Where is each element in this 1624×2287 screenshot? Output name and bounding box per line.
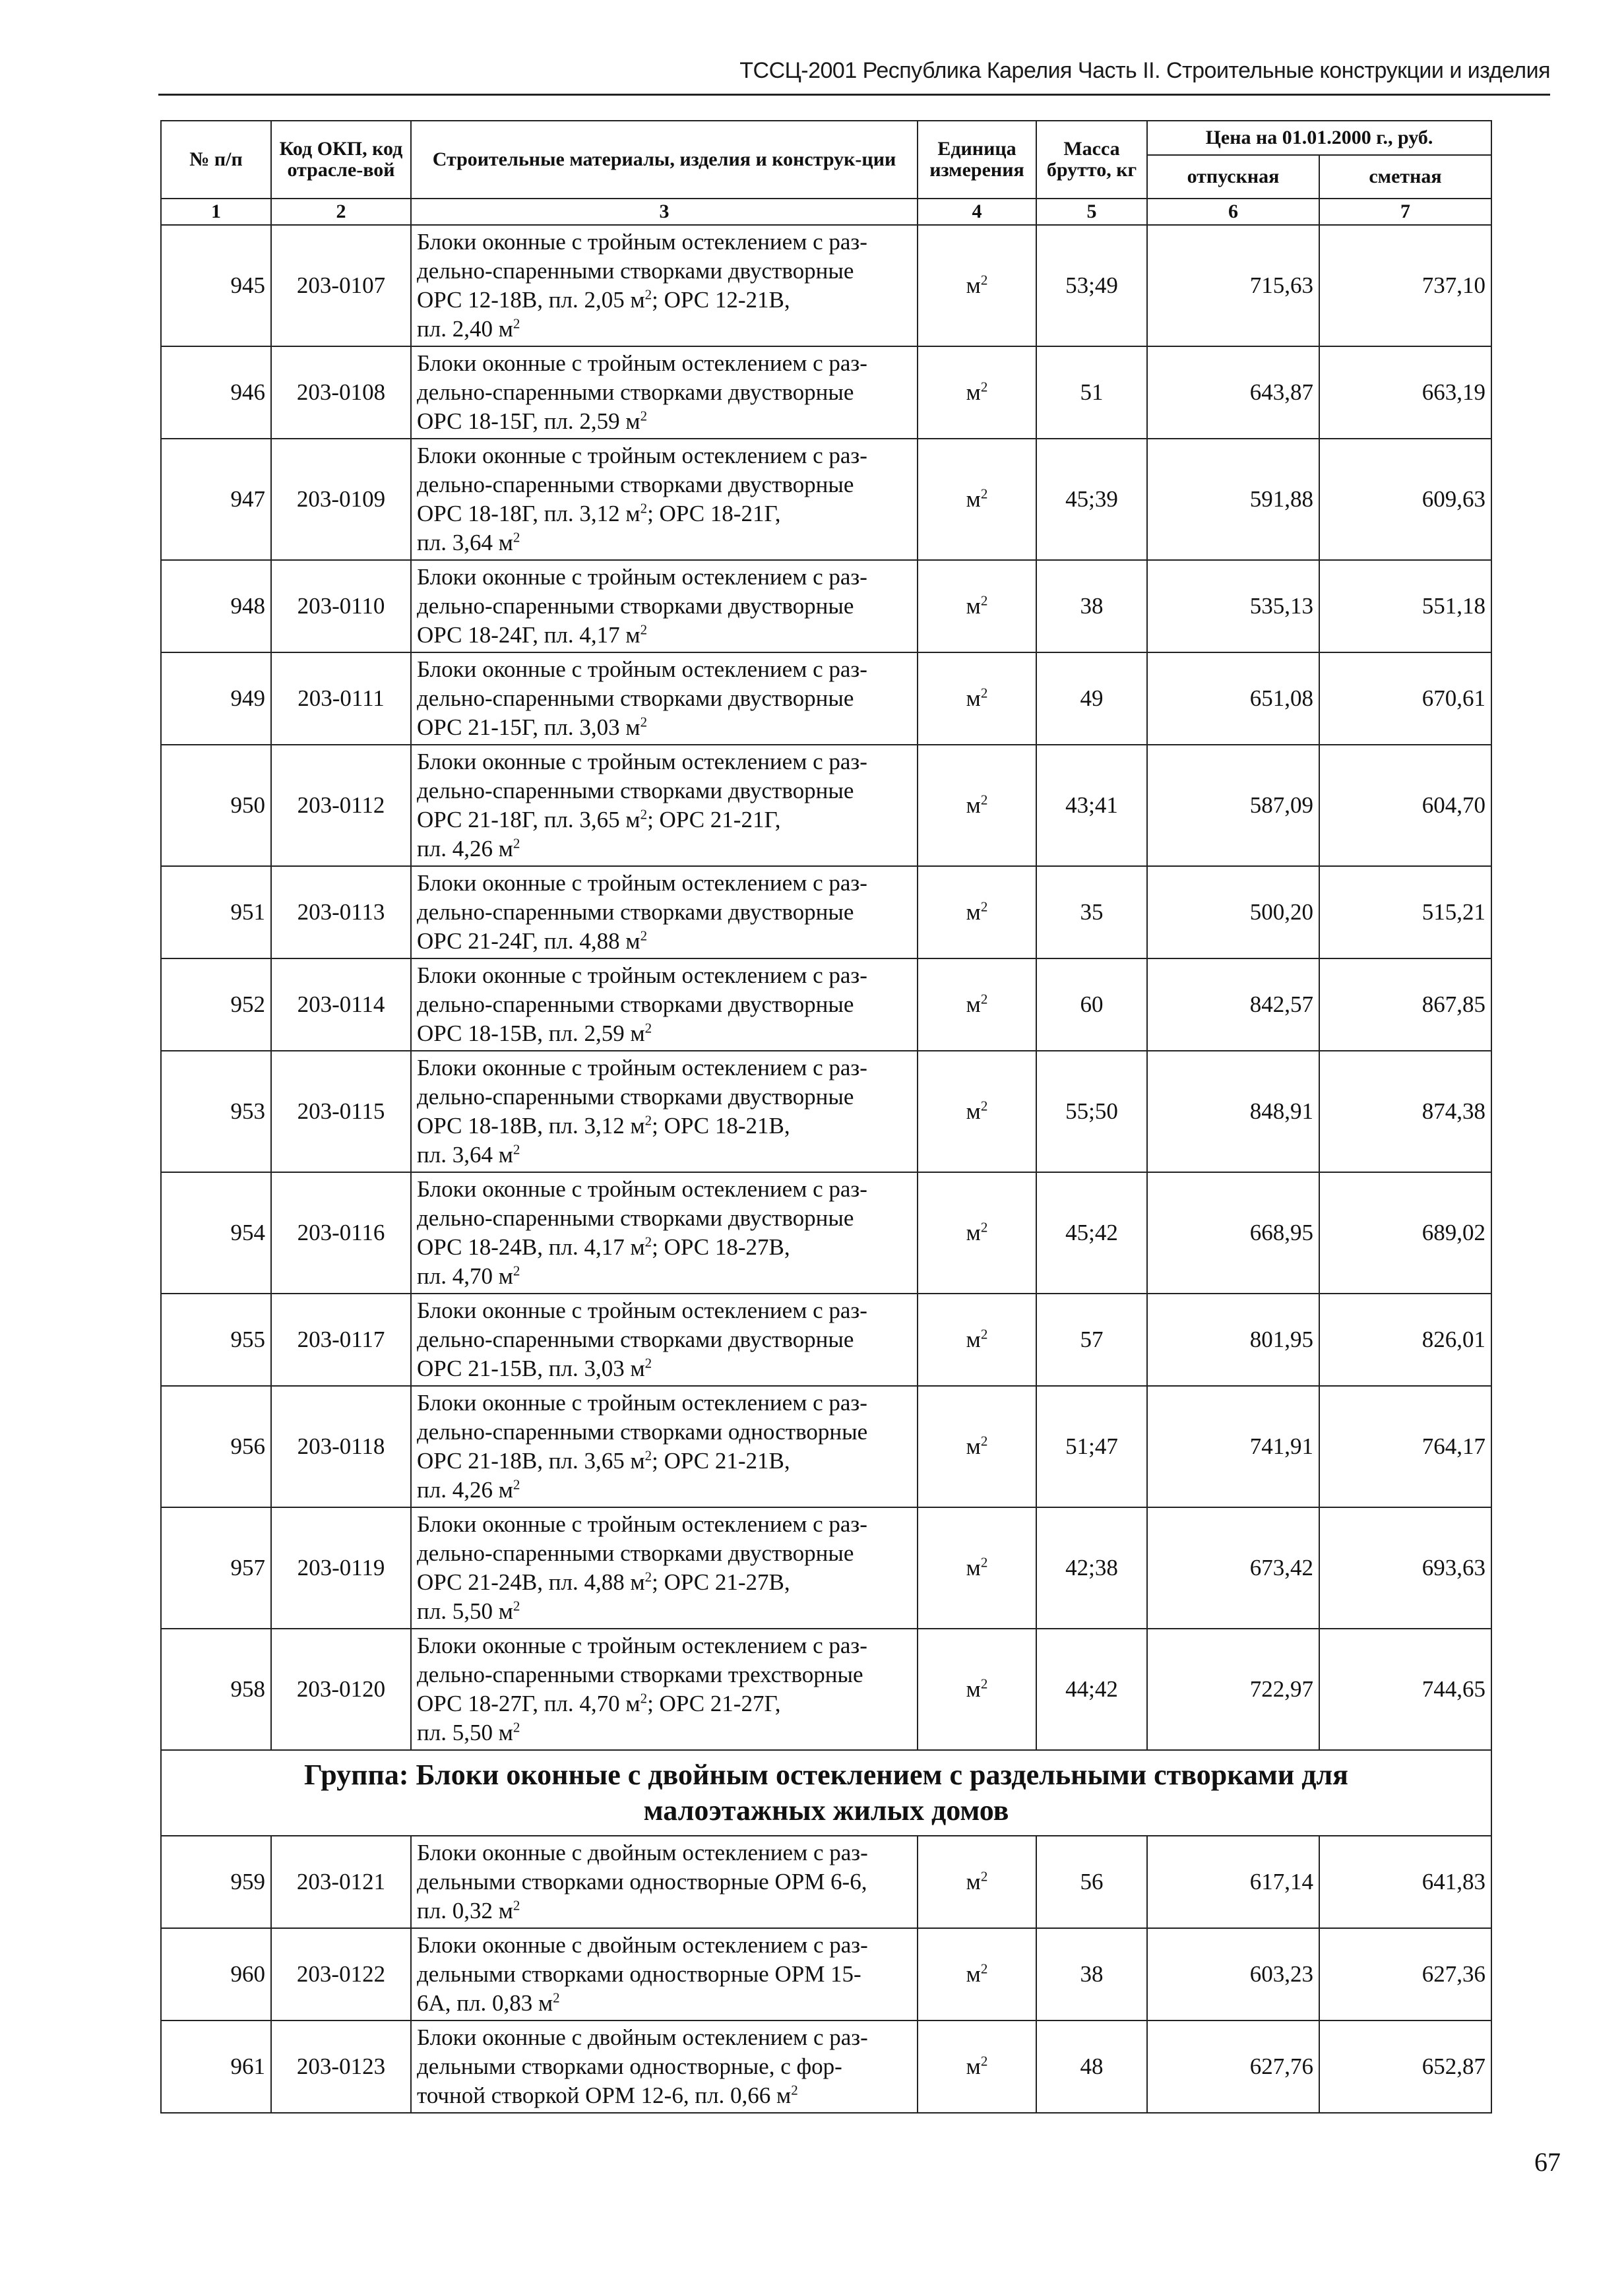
table-row (161, 225, 1491, 346)
column-number-2: 2 (271, 199, 411, 225)
row-code: 203-0117 (271, 1294, 411, 1386)
description-line: Блоки оконные с двойным остеклением с раз- (417, 2024, 868, 2050)
description-line: ОРС 18-18Г, пл. 3,12 $м^2$; ОРС 18-21Г, (417, 500, 781, 526)
col-header-num: № п/п (161, 121, 271, 199)
row-number: 956 (161, 1386, 271, 1507)
description-line: 6А, пл. 0,83 $м^2$ (417, 1989, 560, 2016)
description-line: ОРС 18-24В, пл. 4,17 $м^2$; ОРС 18-27В, (417, 1234, 790, 1260)
description-line: Блоки оконные с тройным остеклением с раз- (417, 229, 867, 255)
col-header-code: Код ОКП, код отрасле-вой (271, 121, 411, 199)
row-code: 203-0113 (271, 866, 411, 958)
column-number-3: 3 (411, 199, 918, 225)
description-line: ОРС 21-24В, пл. 4,88 $м^2$; ОРС 21-27В, (417, 1569, 790, 1595)
description-line: ОРС 21-15В, пл. 3,03 $м^2$ (417, 1355, 652, 1381)
column-number-6: 6 (1147, 199, 1319, 225)
row-mass: 38 (1036, 1928, 1147, 2021)
description-line: пл. 4,70 $м^2$ (417, 1263, 520, 1289)
row-unit: $м^2$ (918, 1172, 1036, 1294)
table-row (161, 1507, 1491, 1629)
row-unit: $м^2$ (918, 958, 1036, 1051)
table-header (161, 121, 1491, 225)
row-description (411, 958, 918, 1051)
row-mass: 49 (1036, 652, 1147, 745)
description-line: дельно-спаренными створками одностворные (417, 1419, 868, 1445)
row-mass: 45;39 (1036, 439, 1147, 560)
description-line: Блоки оконные с тройным остеклением с раз- (417, 1176, 867, 1202)
description-line: Блоки оконные с тройным остеклением с раз- (417, 1055, 867, 1081)
page-number: 67 (1534, 2147, 1561, 2177)
row-unit: $м^2$ (918, 439, 1036, 560)
row-mass: 35 (1036, 866, 1147, 958)
description-line: пл. 4,26 $м^2$ (417, 835, 520, 862)
description-line: пл. 2,40 $м^2$ (417, 315, 520, 342)
table-body (161, 225, 1491, 2113)
row-number: 945 (161, 225, 271, 346)
column-number-1: 1 (161, 199, 271, 225)
table-row (161, 346, 1491, 439)
row-price-estimate: 874,38 (1319, 1051, 1491, 1172)
row-price-sale: 603,23 (1147, 1928, 1319, 2021)
row-price-sale: 587,09 (1147, 745, 1319, 866)
description-line: Блоки оконные с тройным остеклением с раз- (417, 656, 867, 682)
row-code: 203-0110 (271, 560, 411, 652)
group-heading (161, 1750, 1491, 1836)
row-unit: $м^2$ (918, 866, 1036, 958)
row-description (411, 439, 918, 560)
page-header-title: ТССЦ-2001 Республика Карелия Часть II. Строительные конструкции и изделия (739, 58, 1550, 83)
column-number-4: 4 (918, 199, 1036, 225)
description-line: дельно-спаренными створками двустворные (417, 472, 854, 497)
description-line: дельными створками одностворные ОРМ 6-6, (417, 1869, 867, 1895)
group-heading-row (161, 1750, 1491, 1836)
row-price-sale: 741,91 (1147, 1386, 1319, 1507)
description-line: пл. 4,26 $м^2$ (417, 1476, 520, 1503)
description-line: дельными створками одностворные ОРМ 15- (417, 1961, 861, 1987)
table-row (161, 652, 1491, 745)
row-unit: $м^2$ (918, 1928, 1036, 2021)
row-number: 960 (161, 1928, 271, 2021)
description-line: пл. 5,50 $м^2$ (417, 1719, 520, 1745)
description-line: дельно-спаренными створками трехстворные (417, 1662, 863, 1687)
row-price-estimate: 663,19 (1319, 346, 1491, 439)
row-mass: 38 (1036, 560, 1147, 652)
row-code: 203-0116 (271, 1172, 411, 1294)
description-line: пл. 0,32 $м^2$ (417, 1897, 520, 1924)
row-description (411, 1386, 918, 1507)
row-unit: $м^2$ (918, 1051, 1036, 1172)
row-unit: $м^2$ (918, 560, 1036, 652)
group-heading-line1: Группа: Блоки оконные с двойным остеклением с раздельными створками для (304, 1759, 1348, 1791)
row-description (411, 560, 918, 652)
description-line: ОРС 18-24Г, пл. 4,17 $м^2$ (417, 621, 648, 648)
row-price-estimate: 764,17 (1319, 1386, 1491, 1507)
table-row (161, 560, 1491, 652)
row-mass: 42;38 (1036, 1507, 1147, 1629)
row-code: 203-0123 (271, 2021, 411, 2113)
table-row (161, 866, 1491, 958)
row-unit: $м^2$ (918, 1836, 1036, 1928)
description-line: Блоки оконные с тройным остеклением с раз- (417, 1511, 867, 1537)
table-row (161, 1051, 1491, 1172)
description-line: ОРС 18-27Г, пл. 4,70 $м^2$; ОРС 21-27Г, (417, 1690, 781, 1716)
row-unit: $м^2$ (918, 346, 1036, 439)
row-mass: 43;41 (1036, 745, 1147, 866)
row-description (411, 346, 918, 439)
row-price-sale: 627,76 (1147, 2021, 1319, 2113)
description-line: дельно-спаренными створками двустворные (417, 991, 854, 1017)
row-description (411, 866, 918, 958)
row-code: 203-0111 (271, 652, 411, 745)
description-line: Блоки оконные с тройным остеклением с раз- (417, 1390, 867, 1416)
description-line: Блоки оконные с тройным остеклением с раз- (417, 350, 867, 376)
description-line: Блоки оконные с двойным остеклением с раз- (417, 1932, 868, 1958)
column-number-5: 5 (1036, 199, 1147, 225)
row-mass: 44;42 (1036, 1629, 1147, 1750)
row-unit: $м^2$ (918, 652, 1036, 745)
description-line: Блоки оконные с тройным остеклением с раз- (417, 749, 867, 774)
row-mass: 45;42 (1036, 1172, 1147, 1294)
row-code: 203-0112 (271, 745, 411, 866)
col-header-price-sale: отпускная (1147, 155, 1319, 199)
row-price-estimate: 551,18 (1319, 560, 1491, 652)
row-description (411, 745, 918, 866)
row-number: 950 (161, 745, 271, 866)
row-price-estimate: 515,21 (1319, 866, 1491, 958)
column-number-7: 7 (1319, 199, 1491, 225)
row-description (411, 1051, 918, 1172)
description-line: дельно-спаренными створками двустворные (417, 1327, 854, 1352)
row-unit: $м^2$ (918, 1294, 1036, 1386)
row-code: 203-0122 (271, 1928, 411, 2021)
row-unit: $м^2$ (918, 1386, 1036, 1507)
row-number: 959 (161, 1836, 271, 1928)
row-unit: $м^2$ (918, 225, 1036, 346)
row-code: 203-0107 (271, 225, 411, 346)
row-unit: $м^2$ (918, 745, 1036, 866)
row-description (411, 1928, 918, 2021)
description-line: дельно-спаренными створками двустворные (417, 899, 854, 925)
table-row (161, 1294, 1491, 1386)
row-price-sale: 842,57 (1147, 958, 1319, 1051)
col-header-price-estimate: сметная (1319, 155, 1491, 199)
row-price-estimate: 609,63 (1319, 439, 1491, 560)
row-price-sale: 801,95 (1147, 1294, 1319, 1386)
description-line: Блоки оконные с тройным остеклением с раз- (417, 962, 867, 988)
group-heading-line2: малоэтажных жилых домов (643, 1794, 1009, 1827)
col-header-price-group: Цена на 01.01.2000 г., руб. (1147, 121, 1491, 155)
price-table (160, 120, 1492, 2114)
description-line: ОРС 21-18Г, пл. 3,65 $м^2$; ОРС 21-21Г, (417, 806, 781, 832)
col-header-material: Строительные материалы, изделия и конструк-ции (411, 121, 918, 199)
row-number: 958 (161, 1629, 271, 1750)
description-line: дельно-спаренными створками двустворные (417, 593, 854, 619)
description-line: Блоки оконные с тройным остеклением с раз- (417, 1633, 867, 1658)
table-row (161, 1172, 1491, 1294)
description-line: дельно-спаренными створками двустворные (417, 685, 854, 711)
row-price-sale: 535,13 (1147, 560, 1319, 652)
row-price-sale: 591,88 (1147, 439, 1319, 560)
row-mass: 55;50 (1036, 1051, 1147, 1172)
row-number: 954 (161, 1172, 271, 1294)
table-row (161, 1836, 1491, 1928)
row-price-estimate: 604,70 (1319, 745, 1491, 866)
table-row (161, 2021, 1491, 2113)
row-mass: 48 (1036, 2021, 1147, 2113)
description-line: дельно-спаренными створками двустворные (417, 1205, 854, 1231)
table-row (161, 1928, 1491, 2021)
row-description (411, 1294, 918, 1386)
row-number: 947 (161, 439, 271, 560)
row-price-sale: 673,42 (1147, 1507, 1319, 1629)
description-line: дельно-спаренными створками двустворные (417, 1084, 854, 1110)
row-number: 955 (161, 1294, 271, 1386)
row-description (411, 225, 918, 346)
description-line: ОРС 18-15В, пл. 2,59 $м^2$ (417, 1020, 652, 1046)
description-line: точной створкой ОРМ 12-6, пл. 0,66 $м^2$ (417, 2082, 798, 2108)
row-mass: 51;47 (1036, 1386, 1147, 1507)
row-unit: $м^2$ (918, 1507, 1036, 1629)
row-unit: $м^2$ (918, 2021, 1036, 2113)
row-price-sale: 617,14 (1147, 1836, 1319, 1928)
row-price-estimate: 867,85 (1319, 958, 1491, 1051)
row-price-sale: 500,20 (1147, 866, 1319, 958)
row-mass: 57 (1036, 1294, 1147, 1386)
description-line: дельно-спаренными створками двустворные (417, 778, 854, 803)
description-line: ОРС 21-15Г, пл. 3,03 $м^2$ (417, 714, 648, 740)
row-code: 203-0115 (271, 1051, 411, 1172)
row-unit: $м^2$ (918, 1629, 1036, 1750)
description-line: Блоки оконные с тройным остеклением с раз- (417, 870, 867, 896)
description-line: Блоки оконные с тройным остеклением с раз- (417, 443, 867, 468)
row-code: 203-0120 (271, 1629, 411, 1750)
row-description (411, 2021, 918, 2113)
row-price-estimate: 670,61 (1319, 652, 1491, 745)
row-price-estimate: 737,10 (1319, 225, 1491, 346)
table-row (161, 1629, 1491, 1750)
header-rule (158, 94, 1550, 96)
row-price-estimate: 693,63 (1319, 1507, 1491, 1629)
row-price-sale: 668,95 (1147, 1172, 1319, 1294)
row-code: 203-0114 (271, 958, 411, 1051)
description-line: Блоки оконные с тройным остеклением с раз- (417, 1298, 867, 1323)
row-mass: 51 (1036, 346, 1147, 439)
table-row (161, 958, 1491, 1051)
table-row (161, 745, 1491, 866)
description-line: дельно-спаренными створками двустворные (417, 1540, 854, 1566)
description-line: Блоки оконные с тройным остеклением с раз- (417, 564, 867, 590)
description-line: пл. 3,64 $м^2$ (417, 1141, 520, 1168)
description-line: ОРС 18-15Г, пл. 2,59 $м^2$ (417, 408, 648, 434)
row-price-sale: 651,08 (1147, 652, 1319, 745)
row-code: 203-0121 (271, 1836, 411, 1928)
row-price-sale: 722,97 (1147, 1629, 1319, 1750)
row-code: 203-0109 (271, 439, 411, 560)
table-row (161, 439, 1491, 560)
table-row (161, 1386, 1491, 1507)
row-price-sale: 643,87 (1147, 346, 1319, 439)
description-line: ОРС 21-24Г, пл. 4,88 $м^2$ (417, 927, 648, 954)
row-price-sale: 715,63 (1147, 225, 1319, 346)
row-code: 203-0118 (271, 1386, 411, 1507)
col-header-unit: Единица измерения (918, 121, 1036, 199)
row-number: 946 (161, 346, 271, 439)
row-number: 953 (161, 1051, 271, 1172)
description-line: пл. 5,50 $м^2$ (417, 1598, 520, 1624)
row-code: 203-0108 (271, 346, 411, 439)
row-number: 951 (161, 866, 271, 958)
row-price-estimate: 689,02 (1319, 1172, 1491, 1294)
row-mass: 60 (1036, 958, 1147, 1051)
row-number: 949 (161, 652, 271, 745)
column-number-row (161, 199, 1491, 225)
row-description (411, 1836, 918, 1928)
row-price-estimate: 826,01 (1319, 1294, 1491, 1386)
description-line: дельными створками одностворные, с фор- (417, 2053, 842, 2079)
row-price-sale: 848,91 (1147, 1051, 1319, 1172)
row-description (411, 652, 918, 745)
row-description (411, 1629, 918, 1750)
description-line: ОРС 12-18В, пл. 2,05 $м^2$; ОРС 12-21В, (417, 286, 790, 313)
row-mass: 56 (1036, 1836, 1147, 1928)
row-price-estimate: 652,87 (1319, 2021, 1491, 2113)
row-price-estimate: 744,65 (1319, 1629, 1491, 1750)
row-number: 952 (161, 958, 271, 1051)
description-line: дельно-спаренными створками двустворные (417, 258, 854, 284)
row-number: 957 (161, 1507, 271, 1629)
row-price-estimate: 627,36 (1319, 1928, 1491, 2021)
row-description (411, 1172, 918, 1294)
row-description (411, 1507, 918, 1629)
row-mass: 53;49 (1036, 225, 1147, 346)
description-line: дельно-спаренными створками двустворные (417, 379, 854, 405)
description-line: ОРС 21-18В, пл. 3,65 $м^2$; ОРС 21-21В, (417, 1447, 790, 1474)
row-number: 948 (161, 560, 271, 652)
description-line: Блоки оконные с двойным остеклением с раз- (417, 1840, 868, 1865)
row-number: 961 (161, 2021, 271, 2113)
col-header-mass: Масса брутто, кг (1036, 121, 1147, 199)
row-code: 203-0119 (271, 1507, 411, 1629)
description-line: ОРС 18-18В, пл. 3,12 $м^2$; ОРС 18-21В, (417, 1112, 790, 1139)
row-price-estimate: 641,83 (1319, 1836, 1491, 1928)
description-line: пл. 3,64 $м^2$ (417, 529, 520, 555)
